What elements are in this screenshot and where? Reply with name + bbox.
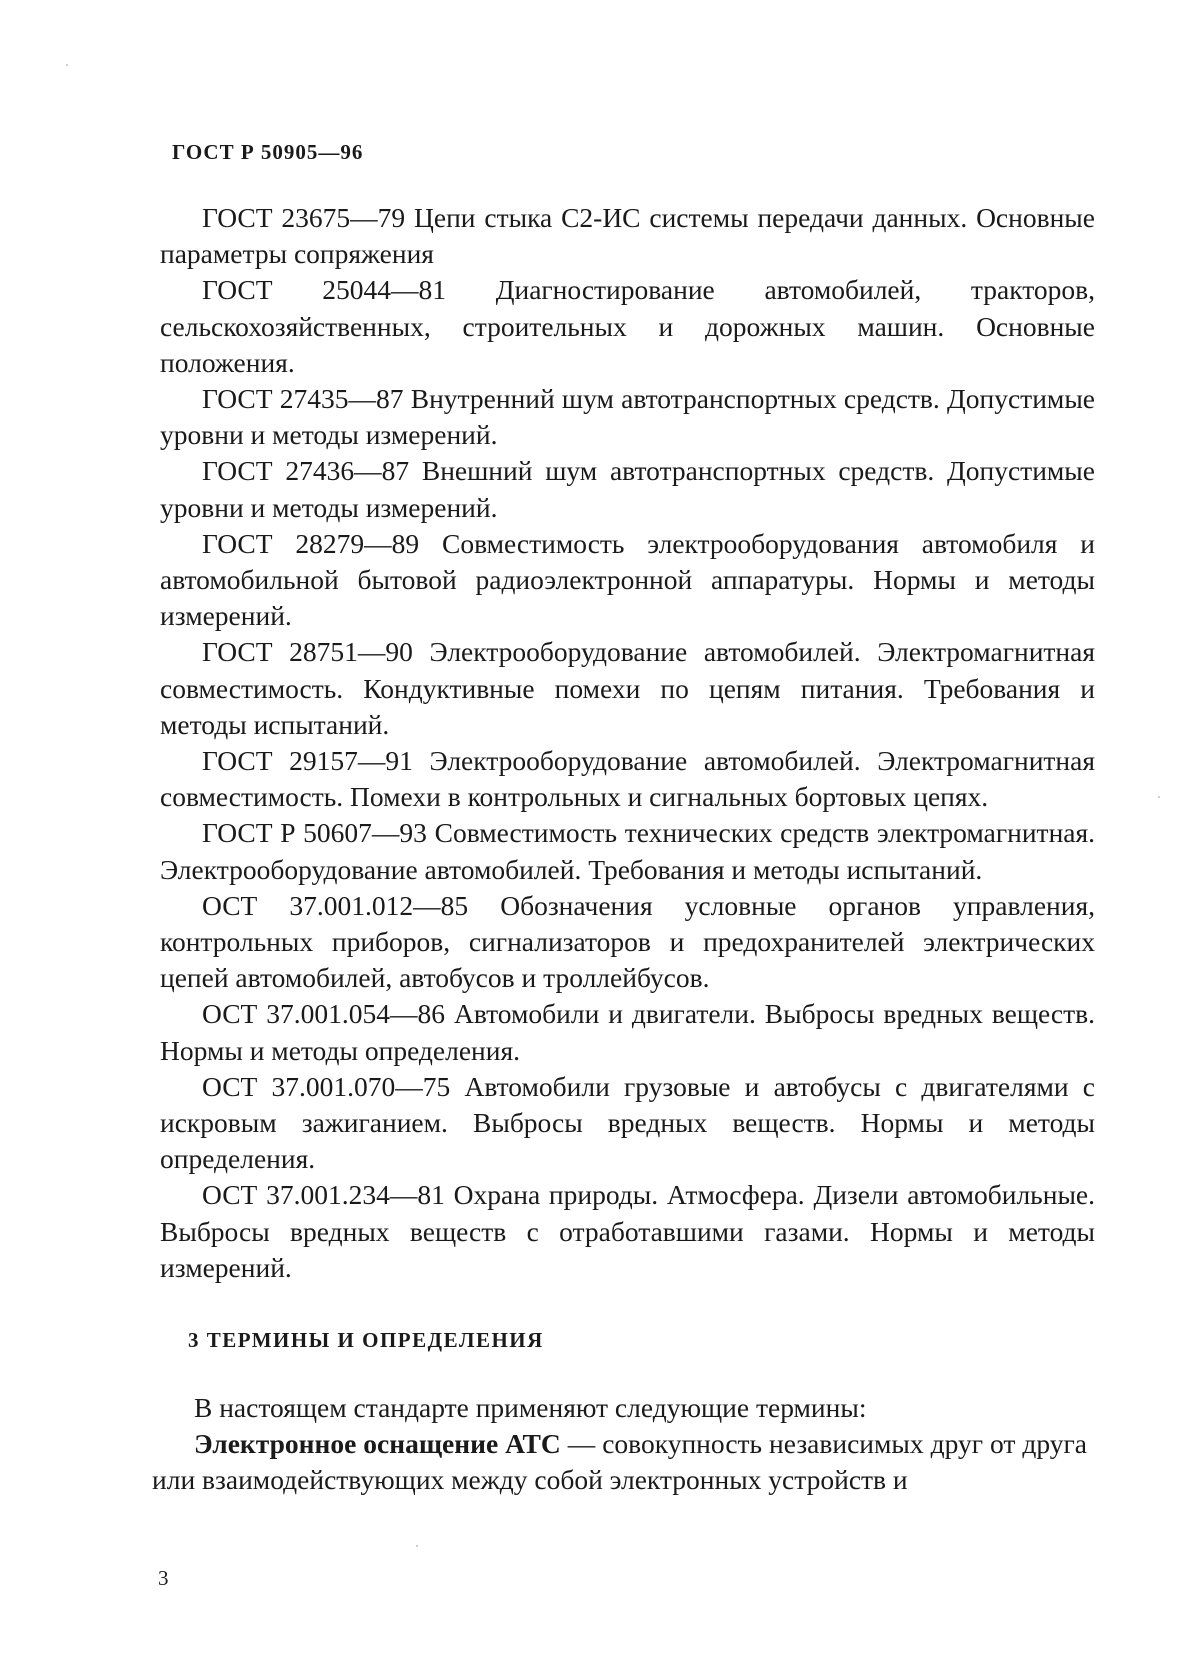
reference-title: Внешний шум автотранспортных средств. Допустимые уровни и методы измерений. bbox=[160, 455, 1095, 523]
reference-item bbox=[160, 1177, 1095, 1286]
scan-speck bbox=[66, 64, 68, 66]
reference-code: ОСТ 37.001.234—81 bbox=[202, 1179, 445, 1211]
reference-code: ГОСТ 27436—87 bbox=[202, 455, 410, 487]
section-intro: В настоящем стандарте применяют следующие термины: bbox=[194, 1392, 867, 1423]
reference-item bbox=[160, 381, 1095, 453]
reference-code: ГОСТ 29157—91 bbox=[202, 745, 413, 777]
reference-item bbox=[160, 453, 1095, 525]
running-header: ГОСТ Р 50905—96 bbox=[172, 140, 364, 164]
reference-code: ГОСТ 28751—90 bbox=[202, 636, 413, 668]
reference-title: Диагностирование автомобилей, тракторов, сельскохозяйственных, строительных и дорожных машин. Основные положения. bbox=[160, 274, 1095, 378]
reference-title: Внутренний шум автотранспортных средств. Допустимые уровни и методы измерений. bbox=[160, 383, 1095, 451]
scan-speck bbox=[1158, 796, 1160, 798]
reference-code: ГОСТ 23675—79 bbox=[202, 202, 406, 233]
reference-title: Электрооборудование автомобилей. Электромагнитная совместимость. Кондуктивные помехи по цепям питания. Требования и методы испытаний. bbox=[160, 636, 1095, 740]
scan-speck bbox=[416, 1545, 418, 1547]
section-body bbox=[152, 1390, 1087, 1499]
reference-title: Охрана природы. Атмосфера. Дизели автомобильные. Выбросы вредных веществ с отработавшими газами. Нормы и методы измерений. bbox=[160, 1179, 1095, 1283]
page-number: 3 bbox=[158, 1566, 169, 1590]
references-list bbox=[160, 200, 1095, 1286]
reference-item bbox=[160, 526, 1095, 635]
reference-title: Автомобили грузовые и автобусы с двигателями с искровым зажиганием. Выбросы вредных веществ. Нормы и методы определения. bbox=[160, 1070, 1095, 1175]
reference-title: Обозначения условные органов управления, контрольных приборов, сигнализаторов и предохранителей электрических цепей автомобилей, автобусов и троллейбусов. bbox=[160, 889, 1095, 994]
term-definition bbox=[152, 1426, 1087, 1498]
term-name: Электронное оснащение АТС bbox=[194, 1428, 561, 1460]
section-heading: 3 ТЕРМИНЫ И ОПРЕДЕЛЕНИЯ bbox=[188, 1328, 544, 1352]
reference-item bbox=[160, 815, 1095, 887]
reference-title: Совместимость электрооборудования автомобиля и автомобильной бытовой радиоэлектронной аппаратуры. Нормы и методы измерений. bbox=[160, 527, 1095, 632]
reference-code: ГОСТ 28279—89 bbox=[202, 527, 420, 559]
reference-title: Электрооборудование автомобилей. Электромагнитная совместимость. Помехи в контрольных и сигнальных бортовых цепях. bbox=[160, 745, 1095, 813]
reference-item bbox=[160, 272, 1095, 381]
reference-title: Автомобили и двигатели. Выбросы вредных веществ. Нормы и методы определения. bbox=[160, 998, 1096, 1066]
reference-item bbox=[160, 888, 1095, 997]
reference-title: Совместимость технических средств электромагнитная. Электрооборудование автомобилей. Требования и методы испытаний. bbox=[160, 817, 1096, 885]
reference-code: ГОСТ 25044—81 bbox=[202, 274, 447, 306]
reference-item bbox=[160, 996, 1095, 1068]
reference-code: ГОСТ Р 50607—93 bbox=[202, 817, 427, 849]
term-definition-text: — совокупность независимых друг от друга или взаимодействующих между собой электронных устройств и bbox=[152, 1428, 1087, 1496]
reference-title: Цепи стыка С2-ИС системы передачи данных. Основные параметры сопряжения bbox=[160, 202, 1095, 270]
reference-item bbox=[160, 634, 1095, 743]
reference-item bbox=[160, 200, 1095, 272]
reference-item bbox=[160, 743, 1095, 815]
reference-code: ОСТ 37.001.070—75 bbox=[202, 1070, 451, 1102]
reference-code: ОСТ 37.001.054—86 bbox=[202, 998, 446, 1030]
reference-code: ОСТ 37.001.012—85 bbox=[202, 889, 469, 921]
reference-code: ГОСТ 27435—87 bbox=[202, 383, 404, 415]
reference-item bbox=[160, 1069, 1095, 1178]
